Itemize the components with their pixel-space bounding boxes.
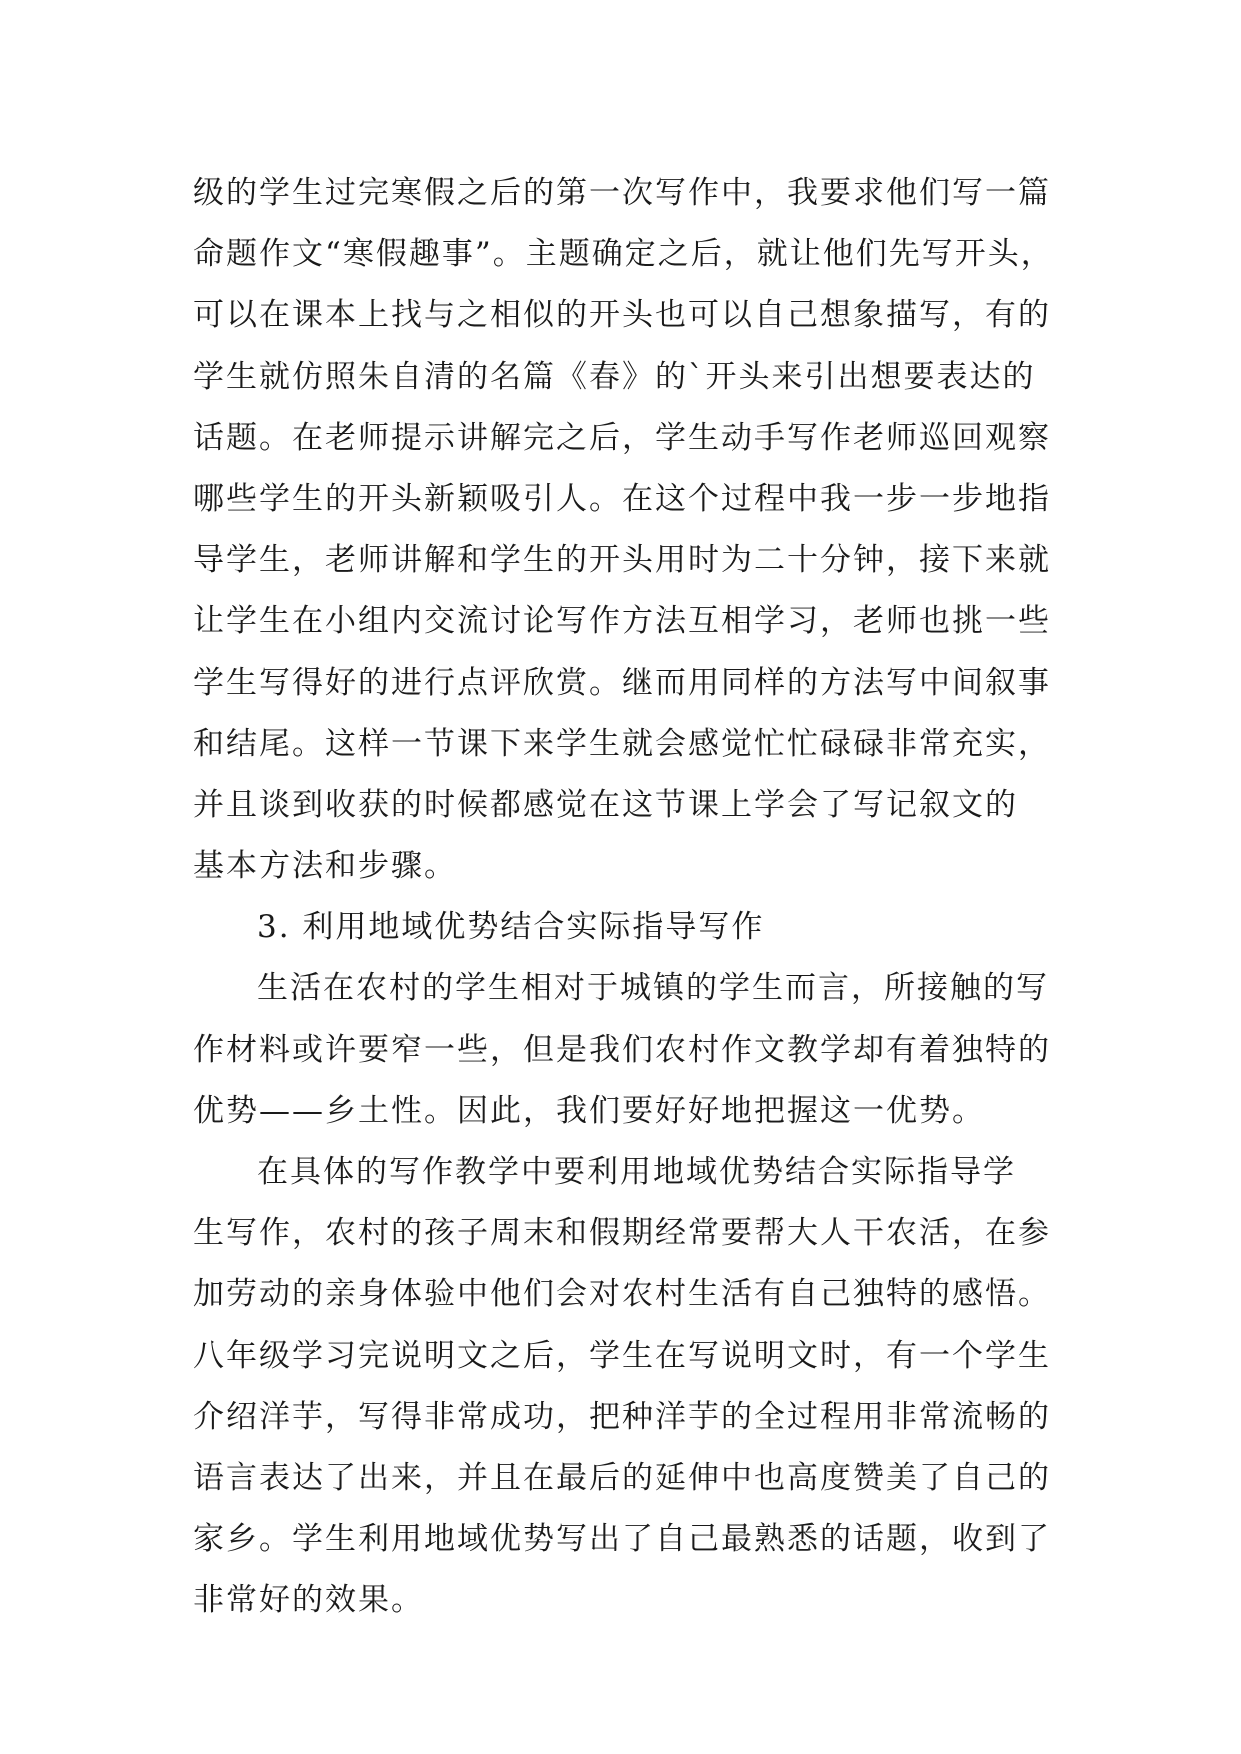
text-line: 作材料或许要窄一些，但是我们农村作文教学却有着独特的	[193, 1031, 1051, 1068]
text-line: 非常好的效果。	[193, 1582, 424, 1619]
text-line: 并且谈到收获的时候都感觉在这节课上学会了写记叙文的	[193, 786, 1018, 823]
text-line: 和结尾。这样一节课下来学生就会感觉忙忙碌碌非常充实，	[193, 725, 1051, 762]
text-line: 八年级学习完说明文之后，学生在写说明文时，有一个学生	[193, 1337, 1051, 1374]
text-line: 加劳动的亲身体验中他们会对农村生活有自己独特的感悟。	[193, 1276, 1051, 1313]
text-line: 生写作，农村的孩子周末和假期经常要帮大人干农活，在参	[193, 1215, 1051, 1252]
text-line: 基本方法和步骤。	[193, 848, 457, 885]
body-text	[193, 163, 1063, 1632]
text-line: 语言表达了出来，并且在最后的延伸中也高度赞美了自己的	[193, 1459, 1051, 1496]
text-line: 学生就仿照朱自清的名篇《春》的`开头来引出想要表达的	[193, 358, 1036, 395]
section-heading: 3. 利用地域优势结合实际指导写作	[257, 909, 765, 946]
text-line: 话题。在老师提示讲解完之后，学生动手写作老师巡回观察	[193, 419, 1051, 456]
text-line: 让学生在小组内交流讨论写作方法互相学习，老师也挑一些	[193, 603, 1051, 640]
text-line: 命题作文“寒假趣事”。主题确定之后，就让他们先写开头，	[193, 236, 1054, 273]
text-line: 生活在农村的学生相对于城镇的学生而言，所接触的写	[257, 970, 1049, 1007]
text-line: 级的学生过完寒假之后的第一次写作中，我要求他们写一篇	[193, 175, 1051, 211]
text-line: 导学生，老师讲解和学生的开头用时为二十分钟，接下来就	[193, 542, 1051, 579]
text-line: 家乡。学生利用地域优势写出了自己最熟悉的话题，收到了	[193, 1521, 1051, 1558]
text-line: 哪些学生的开头新颖吸引人。在这个过程中我一步一步地指	[193, 480, 1051, 517]
text-line: 优势——乡土性。因此，我们要好好地把握这一优势。	[193, 1092, 985, 1129]
text-line: 可以在课本上找与之相似的开头也可以自己想象描写，有的	[193, 297, 1051, 334]
text-line: 在具体的写作教学中要利用地域优势结合实际指导学	[257, 1154, 1016, 1190]
text-line: 介绍洋芋，写得非常成功，把种洋芋的全过程用非常流畅的	[193, 1398, 1051, 1435]
text-line: 学生写得好的进行点评欣赏。继而用同样的方法写中间叙事	[193, 664, 1051, 701]
